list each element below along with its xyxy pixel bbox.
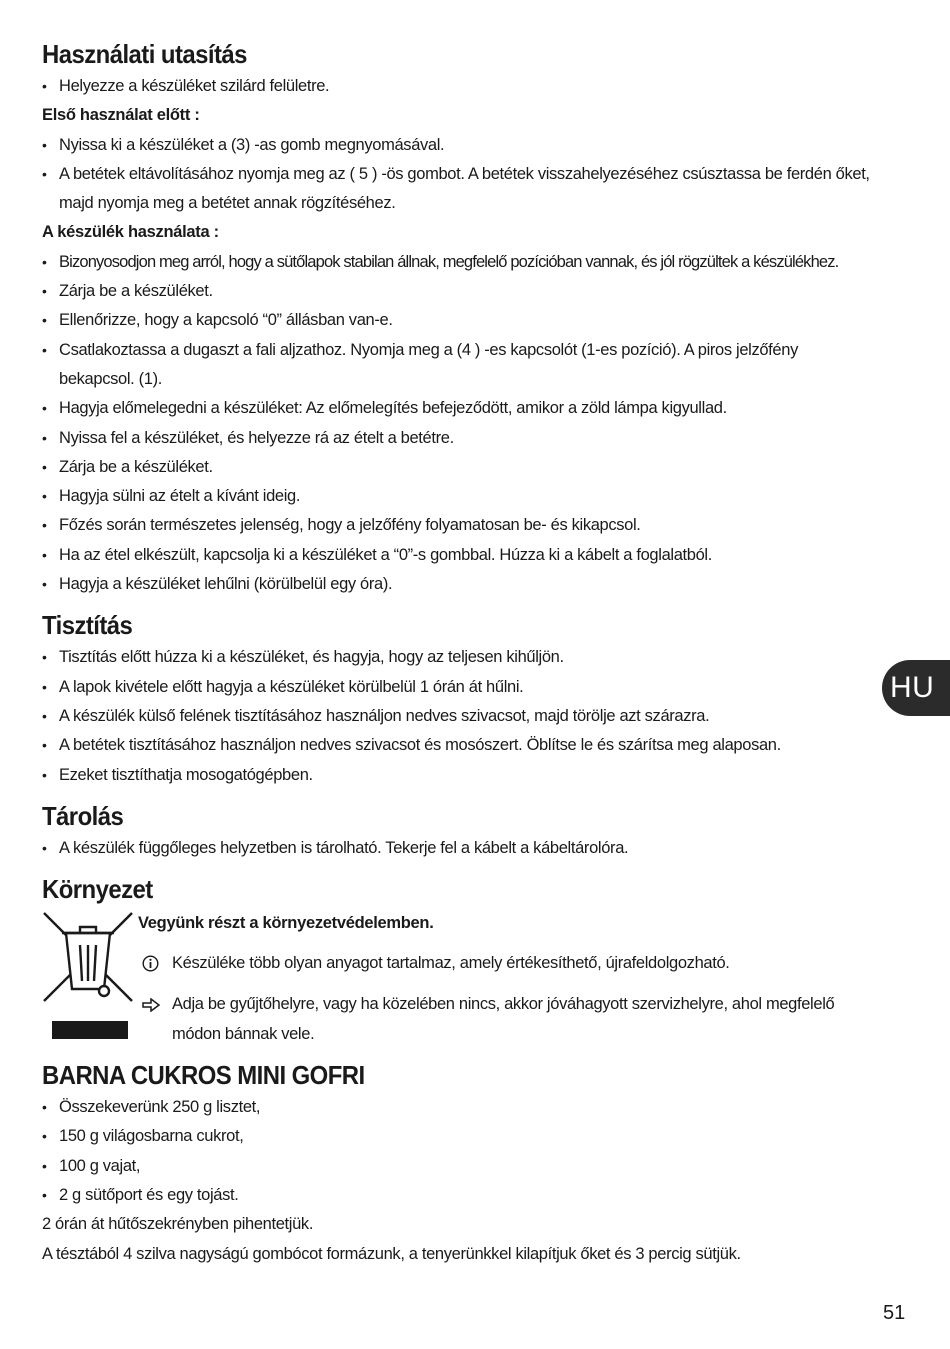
environment-title: Környezet <box>42 874 153 905</box>
list-item: • Hagyja a készüléket lehűlni (körülbelül egy óra). <box>42 570 912 599</box>
info-text: Készüléke több olyan anyagot tartalmaz, amely értékesíthető, újrafeldolgozható. <box>172 954 730 973</box>
list-item: • Tisztítás előtt húzza ki a készüléket, és hagyja, hogy az teljesen kihűljön. <box>42 643 912 672</box>
list-item: • Helyezze a készüléket szilárd felületre. <box>42 72 912 101</box>
manual-page <box>42 36 912 1269</box>
recipe-line-2: A tésztából 4 szilva nagyságú gombócot formázunk, a tenyerünkkel kilapítjuk őket és 3 percig sütjük. <box>42 1244 741 1263</box>
page-number: 51 <box>883 1302 906 1324</box>
environment-heading: Vegyünk részt a környezetvédelemben. <box>138 914 434 933</box>
list-item: • 2 g sütőport és egy tojást. <box>42 1181 912 1210</box>
usage-intro-list <box>42 72 912 101</box>
list-item: • A lapok kivétele előtt hagyja a készüléket körülbelül 1 órán át hűlni. <box>42 673 912 702</box>
list-item: • Ha az étel elkészült, kapcsolja ki a készüléket a “0”-s gombbal. Húzza ki a kábelt a foglalatból. <box>42 541 912 570</box>
storage-title: Tárolás <box>42 800 124 831</box>
list-item: • Nyissa fel a készüléket, és helyezze rá az ételt a betétre. <box>42 424 912 453</box>
list-item: • Zárja be a készüléket. <box>42 277 912 306</box>
language-tab: HU <box>882 660 950 716</box>
list-item: • Összekeverünk 250 g lisztet, <box>42 1093 912 1122</box>
arrow-right-icon <box>142 990 160 1022</box>
list-item: • Hagyja előmelegedni a készüléket: Az előmelegítés befejeződött, amikor a zöld lámpa kigyullad. <box>42 394 912 423</box>
use-heading: A készülék használata : <box>42 223 219 242</box>
list-item: • Csatlakoztassa a dugaszt a fali aljzathoz. Nyomja meg a (4 ) -es kapcsolót (1-es pozíció). A piros jelzőfény bekapcsol. (1). <box>42 336 859 395</box>
info-row <box>138 949 898 978</box>
list-item: • Ezeket tisztíthatja mosogatógépben. <box>42 761 912 790</box>
environment-content <box>138 909 898 1049</box>
list-item: • 150 g világosbarna cukrot, <box>42 1122 912 1151</box>
storage-list <box>42 834 912 863</box>
usage-title: Használati utasítás <box>42 39 247 69</box>
cleaning-title: Tisztítás <box>42 610 133 641</box>
recipe-ingredients-list <box>42 1093 912 1210</box>
list-item: • A betétek tisztításához használjon nedves szivacsot és mosószert. Öblítse le és szárítsa meg alaposan. <box>42 731 912 760</box>
list-item: • Hagyja sülni az ételt a kívánt ideig. <box>42 482 912 511</box>
use-steps-list <box>42 248 912 600</box>
before-first-use-heading: Első használat előtt : <box>42 106 200 125</box>
recipe-title: BARNA CUKROS MINI GOFRI <box>42 1060 365 1091</box>
before-first-use-list <box>42 131 912 219</box>
list-item: • Nyissa ki a készüléket a (3) -as gomb megnyomásával. <box>42 131 912 160</box>
disposal-text: Adja be gyűjtőhelyre, vagy ha közelében nincs, akkor jóváhagyott szervizhelyre, ahol megfelelő módon bánnak vele. <box>172 995 835 1043</box>
list-item: • A betétek eltávolításához nyomja meg az ( 5 ) -ös gombot. A betétek visszahelyezéséhez csúsztassa be ferdén őket, majd nyomja meg a betétet annak rögzítéséhez. <box>42 160 889 219</box>
list-item: • Ellenőrizze, hogy a kapcsoló “0” állásban van-e. <box>42 306 912 335</box>
disposal-row <box>138 990 852 1049</box>
cleaning-list <box>42 643 912 789</box>
list-item: • A készülék függőleges helyzetben is tárolható. Tekerje fel a kábelt a kábeltárolóra. <box>42 834 912 863</box>
environment-block <box>42 907 912 1057</box>
crossed-bin-icon <box>42 911 134 1041</box>
list-item: • Főzés során természetes jelenség, hogy a jelzőfény folyamatosan be- és kikapcsol. <box>42 511 912 540</box>
recipe-line-1: 2 órán át hűtőszekrényben pihentetjük. <box>42 1215 314 1234</box>
list-item: • A készülék külső felének tisztításához használjon nedves szivacsot, majd törölje azt szárazra. <box>42 702 912 731</box>
list-item: • 100 g vajat, <box>42 1152 912 1181</box>
list-item: • Zárja be a készüléket. <box>42 453 912 482</box>
list-item: • Bizonyosodjon meg arról, hogy a sütőlapok stabilan állnak, megfelelő pozícióban vannak, és jól rögzültek a készülékhez. <box>42 248 912 277</box>
info-circle-icon <box>142 949 159 982</box>
